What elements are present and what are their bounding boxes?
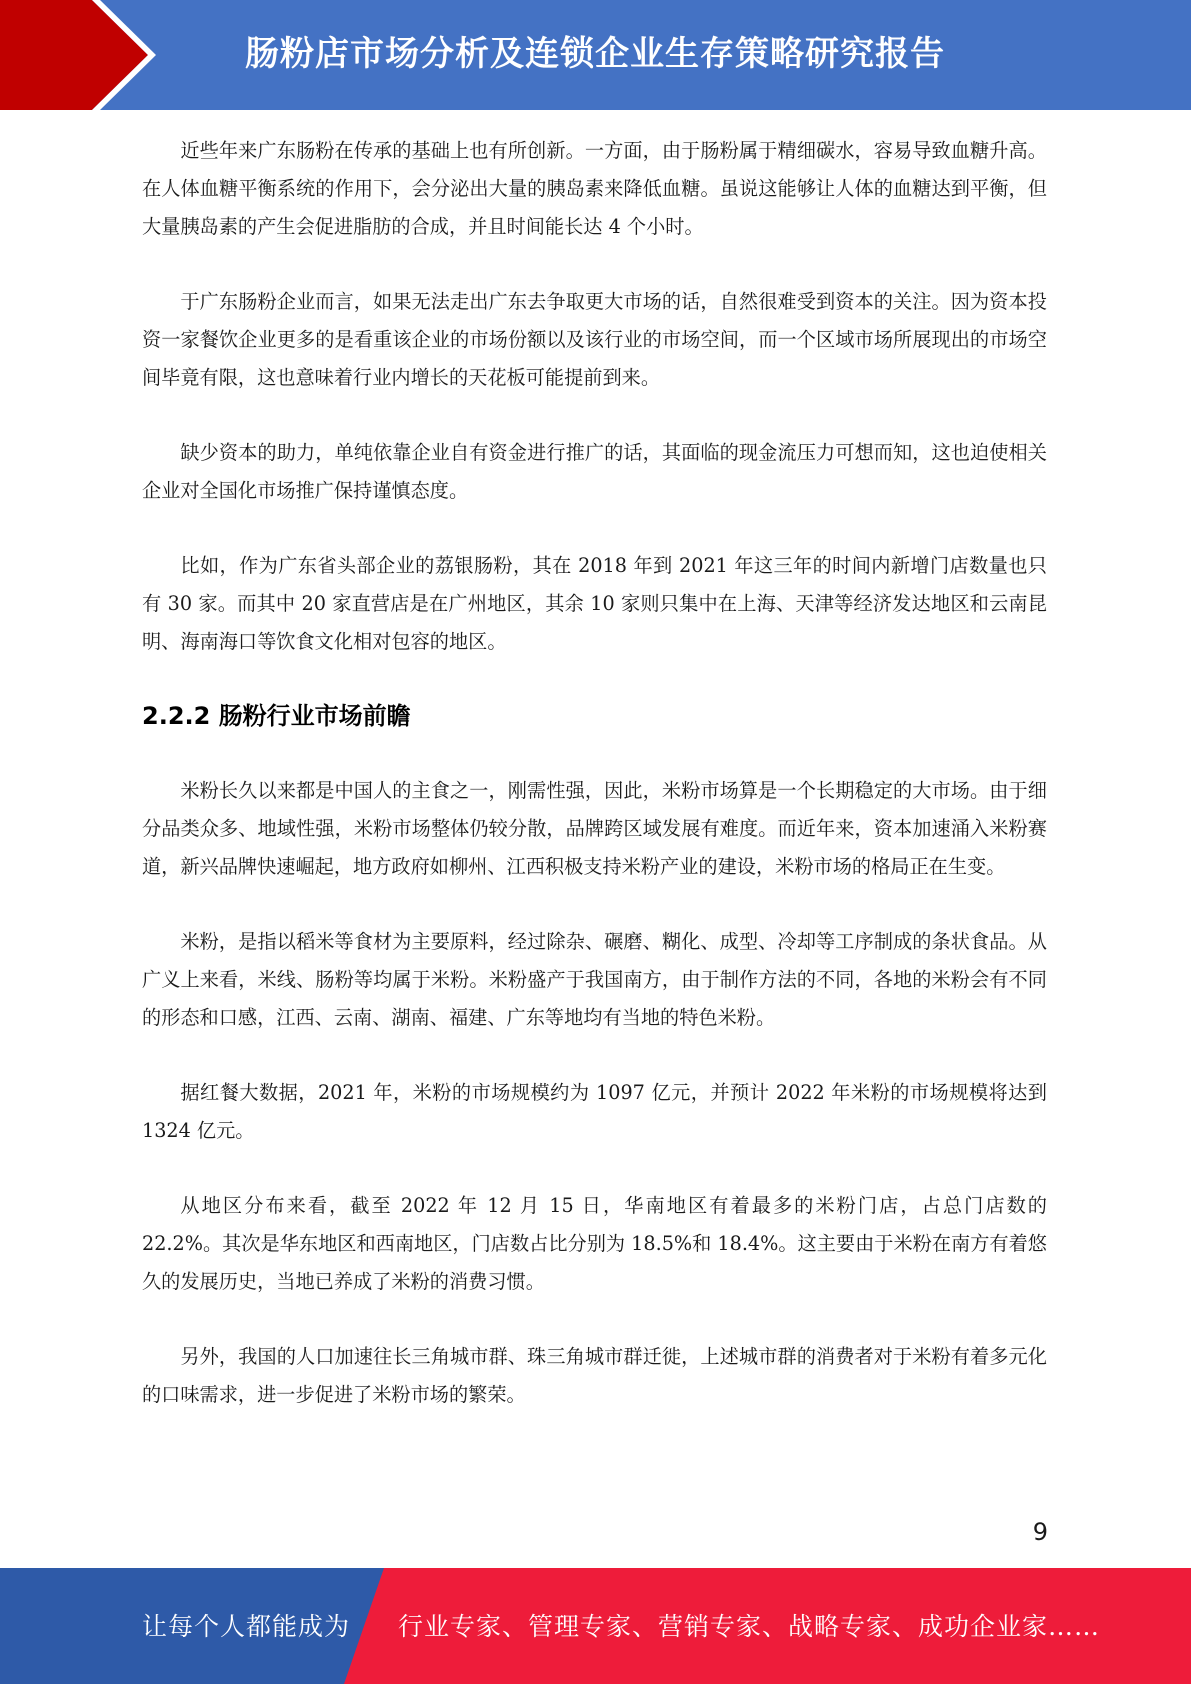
header-chevron-icon — [0, 0, 160, 110]
paragraph: 从地区分布来看，截至 2022 年 12 月 15 日，华南地区有着最多的米粉门店，占总门店数的22.2%。其次是华东地区和西南地区，门店数占比分别为 18.5%和 18.4%。这主要由于米粉在南方有着悠久的发展历史，当地已养成了米粉的消费习惯。 — [142, 1194, 1047, 1293]
page-number: 9 — [1032, 1518, 1048, 1546]
paragraph: 比如，作为广东省头部企业的荔银肠粉，其在 2018 年到 2021 年这三年的时间内新增门店数量也只有 30 家。而其中 20 家直营店是在广州地区，其余 10 家则只集中在上海、天津等经济发达地区和云南昆明、海南海口等饮食文化相对包容的地区。 — [142, 554, 1047, 653]
section-heading: 2.2.2 肠粉行业市场前瞻 — [142, 702, 411, 730]
paragraph: 米粉，是指以稻米等食材为主要原料，经过除杂、碾磨、糊化、成型、冷却等工序制成的条状食品。从广义上来看，米线、肠粉等均属于米粉。米粉盛产于我国南方，由于制作方法的不同，各地的米粉会有不同的形态和口感，江西、云南、湖南、福建、广东等地均有当地的特色米粉。 — [142, 930, 1047, 1029]
paragraph: 于广东肠粉企业而言，如果无法走出广东去争取更大市场的话，自然很难受到资本的关注。因为资本投资一家餐饮企业更多的是看重该企业的市场份额以及该行业的市场空间，而一个区域市场所展现出的市场空间毕竟有限，这也意味着行业内增长的天花板可能提前到来。 — [142, 290, 1047, 389]
footer-banner — [0, 1568, 1191, 1684]
page-content — [142, 132, 1047, 1451]
paragraph: 另外，我国的人口加速往长三角城市群、珠三角城市群迁徙，上述城市群的消费者对于米粉有着多元化的口味需求，进一步促进了米粉市场的繁荣。 — [142, 1345, 1047, 1406]
header-banner — [0, 0, 1191, 110]
footer-slogan-right: 行业专家、管理专家、营销专家、战略专家、成功企业家…… — [398, 1612, 1101, 1641]
paragraph: 缺少资本的助力，单纯依靠企业自有资金进行推广的话，其面临的现金流压力可想而知，这也迫使相关企业对全国化市场推广保持谨慎态度。 — [142, 441, 1047, 502]
paragraph: 据红餐大数据，2021 年，米粉的市场规模约为 1097 亿元，并预计 2022 年米粉的市场规模将达到 1324 亿元。 — [142, 1081, 1047, 1142]
footer-slogan-left: 让每个人都能成为 — [142, 1612, 351, 1641]
report-title: 肠粉店市场分析及连锁企业生存策略研究报告 — [245, 34, 945, 74]
header-chevron-red-shape — [0, 0, 148, 110]
paragraph: 米粉长久以来都是中国人的主食之一，刚需性强，因此，米粉市场算是一个长期稳定的大市场。由于细分品类众多、地域性强，米粉市场整体仍较分散，品牌跨区域发展有难度。而近年来，资本加速涌入米粉赛道，新兴品牌快速崛起，地方政府如柳州、江西积极支持米粉产业的建设，米粉市场的格局正在生变。 — [142, 779, 1047, 878]
paragraph: 近些年来广东肠粉在传承的基础上也有所创新。一方面，由于肠粉属于精细碳水，容易导致血糖升高。在人体血糖平衡系统的作用下，会分泌出大量的胰岛素来降低血糖。虽说这能够让人体的血糖达到平衡，但大量胰岛素的产生会促进脂肪的合成，并且时间能长达 4 个小时。 — [142, 139, 1047, 238]
